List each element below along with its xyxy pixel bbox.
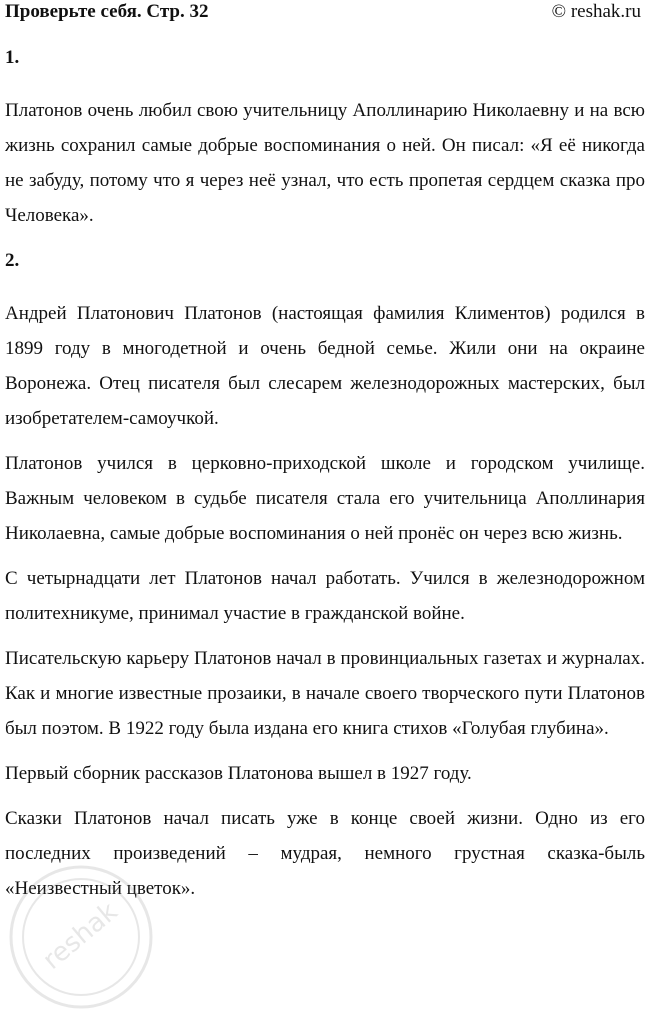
paragraph: Андрей Платонович Платонов (настоящая фамилия Климентов) родился в 1899 году в многодетной и очень бедной семье. Жили они на окраине Воронежа. Отец писателя был слесарем железнодорожных мастерских, был изобретателем-самоучкой. [5, 303, 645, 429]
page-header [5, 0, 641, 26]
section-number-2: 2. [5, 250, 20, 271]
page-title: Проверьте себя. Стр. 32 [5, 1, 209, 22]
paragraph: Писательскую карьеру Платонов начал в провинциальных газетах и журналах. Как и многие известные прозаики, в начале своего творческого пути Платонов был поэтом. В 1922 году была издана его книга стихов «Голубая глубина». [5, 648, 645, 739]
paragraph: Платонов очень любил свою учительницу Аполлинарию Николаевну и на всю жизнь сохранил самые добрые воспоминания о ней. Он писал: «Я её никогда не забуду, потому что я через неё узнал, что есть пропетая сердцем сказка про Человека». [5, 100, 645, 226]
paragraph: Платонов учился в церковно-приходской школе и городском училище. Важным человеком в судьбе писателя стала его учительница Аполлинария Николаевна, самые добрые воспоминания о ней пронёс он через всю жизнь. [5, 453, 645, 544]
svg-text:reshak: reshak [37, 896, 124, 976]
paragraph: Первый сборник рассказов Платонова вышел в 1927 году. [5, 763, 472, 784]
document-body [5, 40, 645, 916]
paragraph: С четырнадцати лет Платонов начал работать. Учился в железнодорожном политехникуме, принимал участие в гражданской войне. [5, 568, 645, 624]
source-label: © reshak.ru [551, 1, 641, 22]
section-number-1: 1. [5, 47, 20, 68]
paragraph: Сказки Платонов начал писать уже в конце своей жизни. Одно из его последних произведений – мудрая, немного грустная сказка-быль «Неизвестный цветок». [5, 808, 645, 899]
